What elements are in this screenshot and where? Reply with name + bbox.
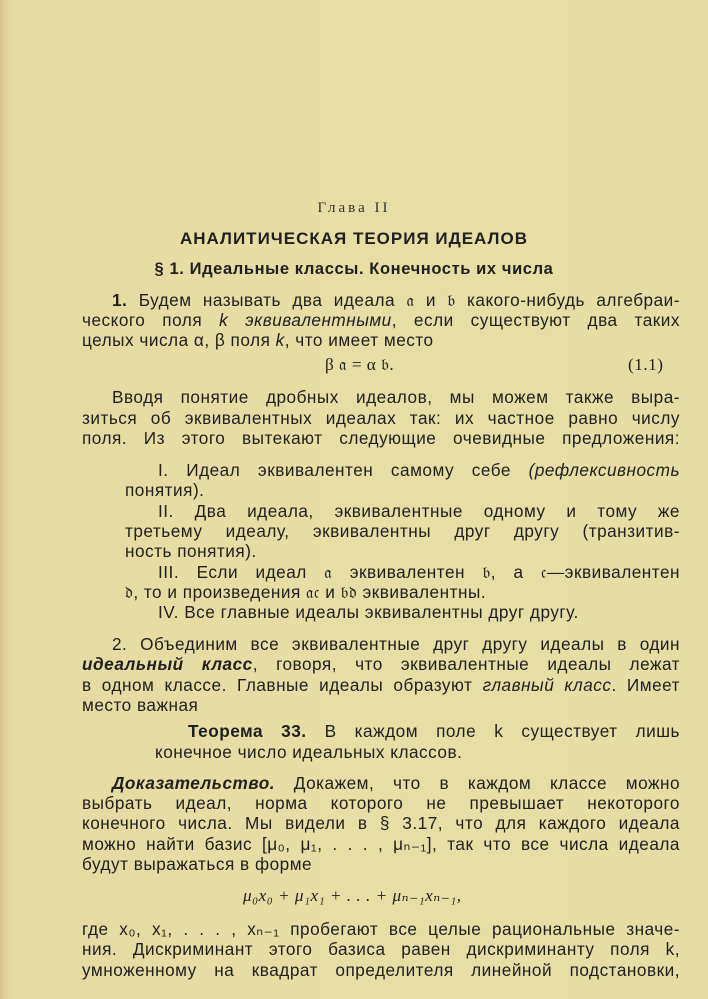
proposition-3-line1: III. Если идеал 𝔞 эквивалентен 𝔟, а 𝔠—эквивалентен [158, 562, 680, 582]
proposition-2-line3: ность понятия). [125, 541, 257, 561]
term-principal-class: главный класс [482, 675, 612, 695]
para2-line3: поля. Из этого вытекают следующие очевидные предложения: [82, 428, 680, 448]
term-equivalent: k эквивалентными [219, 310, 392, 330]
theorem-line2: конечное число идеальных классов. [155, 742, 463, 762]
para3-line2: идеальный класс, говоря, что эквивалентные идеалы лежат [82, 654, 680, 674]
proposition-4-line1: IV. Все главные идеалы эквивалентны друг другу. [158, 602, 579, 622]
chapter-title: АНАЛИТИЧЕСКАЯ ТЕОРИЯ ИДЕАЛОВ [180, 229, 528, 248]
para2-line2: зиться об эквивалентных идеалах так: их частное равно числу [82, 408, 680, 428]
proof-line6: где x₀, x₁, . . . , xₙ₋₁ пробегают все целые рациональные значе- [82, 919, 680, 939]
proof-line8: умноженному на квадрат определителя линейной подстановки, [82, 960, 680, 980]
para2-line1: Вводя понятие дробных идеалов, мы можем также выра- [112, 387, 680, 407]
proof-line1: Доказательство. Докажем, что в каждом классе можно [112, 773, 680, 793]
proposition-3-line2: 𝔡, то и произведения 𝔞𝔠 и 𝔟𝔡 эквивалентны. [125, 582, 487, 602]
proposition-1-line1: I. Идеал эквивалентен самому себе (рефлексивность [158, 460, 680, 480]
theorem-label: Теорема 33. [188, 721, 307, 741]
term-ideal-class: идеальный класс [82, 654, 253, 674]
proof-line4: можно найти базис [μ₀, μ₁, . . . , μₙ₋₁], так что все числа идеала [82, 834, 680, 854]
proof-line3: конечного числа. Мы видели в § 3.17, что для каждого идеала [82, 813, 680, 833]
proof-line2: выбрать идеал, норма которого не превышает некоторого [82, 793, 680, 813]
chapter-label: Глава II [317, 200, 391, 216]
para1-line1: 1. Будем называть два идеала 𝔞 и 𝔟 какого-нибудь алгебраи- [112, 290, 680, 310]
para1-line3: целых числа α, β поля k, что имеет место [82, 330, 434, 350]
proposition-2-line2: третьему идеалу, эквивалентны друг другу (транзитив- [125, 521, 680, 541]
theorem-line1: Теорема 33. В каждом поле k существует лишь [188, 721, 680, 741]
equation-number: (1.1) [628, 355, 664, 374]
proposition-1-line2: понятия). [125, 480, 205, 500]
item-number: 1. [112, 290, 128, 310]
para3-line1: 2. Объединим все эквивалентные друг другу идеалы в один [112, 634, 680, 654]
proof-label: Доказательство. [112, 773, 276, 793]
proposition-2-line1: II. Два идеала, эквивалентные одному и тому же [158, 501, 680, 521]
para3-line4: место важная [82, 695, 199, 715]
basis-formula: μ₀x₀ + μ₁x₁ + . . . + μₙ₋₁xₙ₋₁, [243, 886, 462, 905]
para1-line2: ческого поля k эквивалентными, если существуют два таких [82, 310, 680, 330]
equation-1-1: β 𝔞 = α 𝔟. [325, 355, 395, 374]
proof-line7: ния. Дискриминант этого базиса равен дискриминанту поля k, [82, 939, 680, 959]
para3-line3: в одном классе. Главные идеалы образуют главный класс. Имеет [82, 675, 680, 695]
proof-line5: будут выражаться в форме [82, 854, 313, 874]
section-heading: § 1. Идеальные классы. Конечность их числа [154, 260, 554, 278]
